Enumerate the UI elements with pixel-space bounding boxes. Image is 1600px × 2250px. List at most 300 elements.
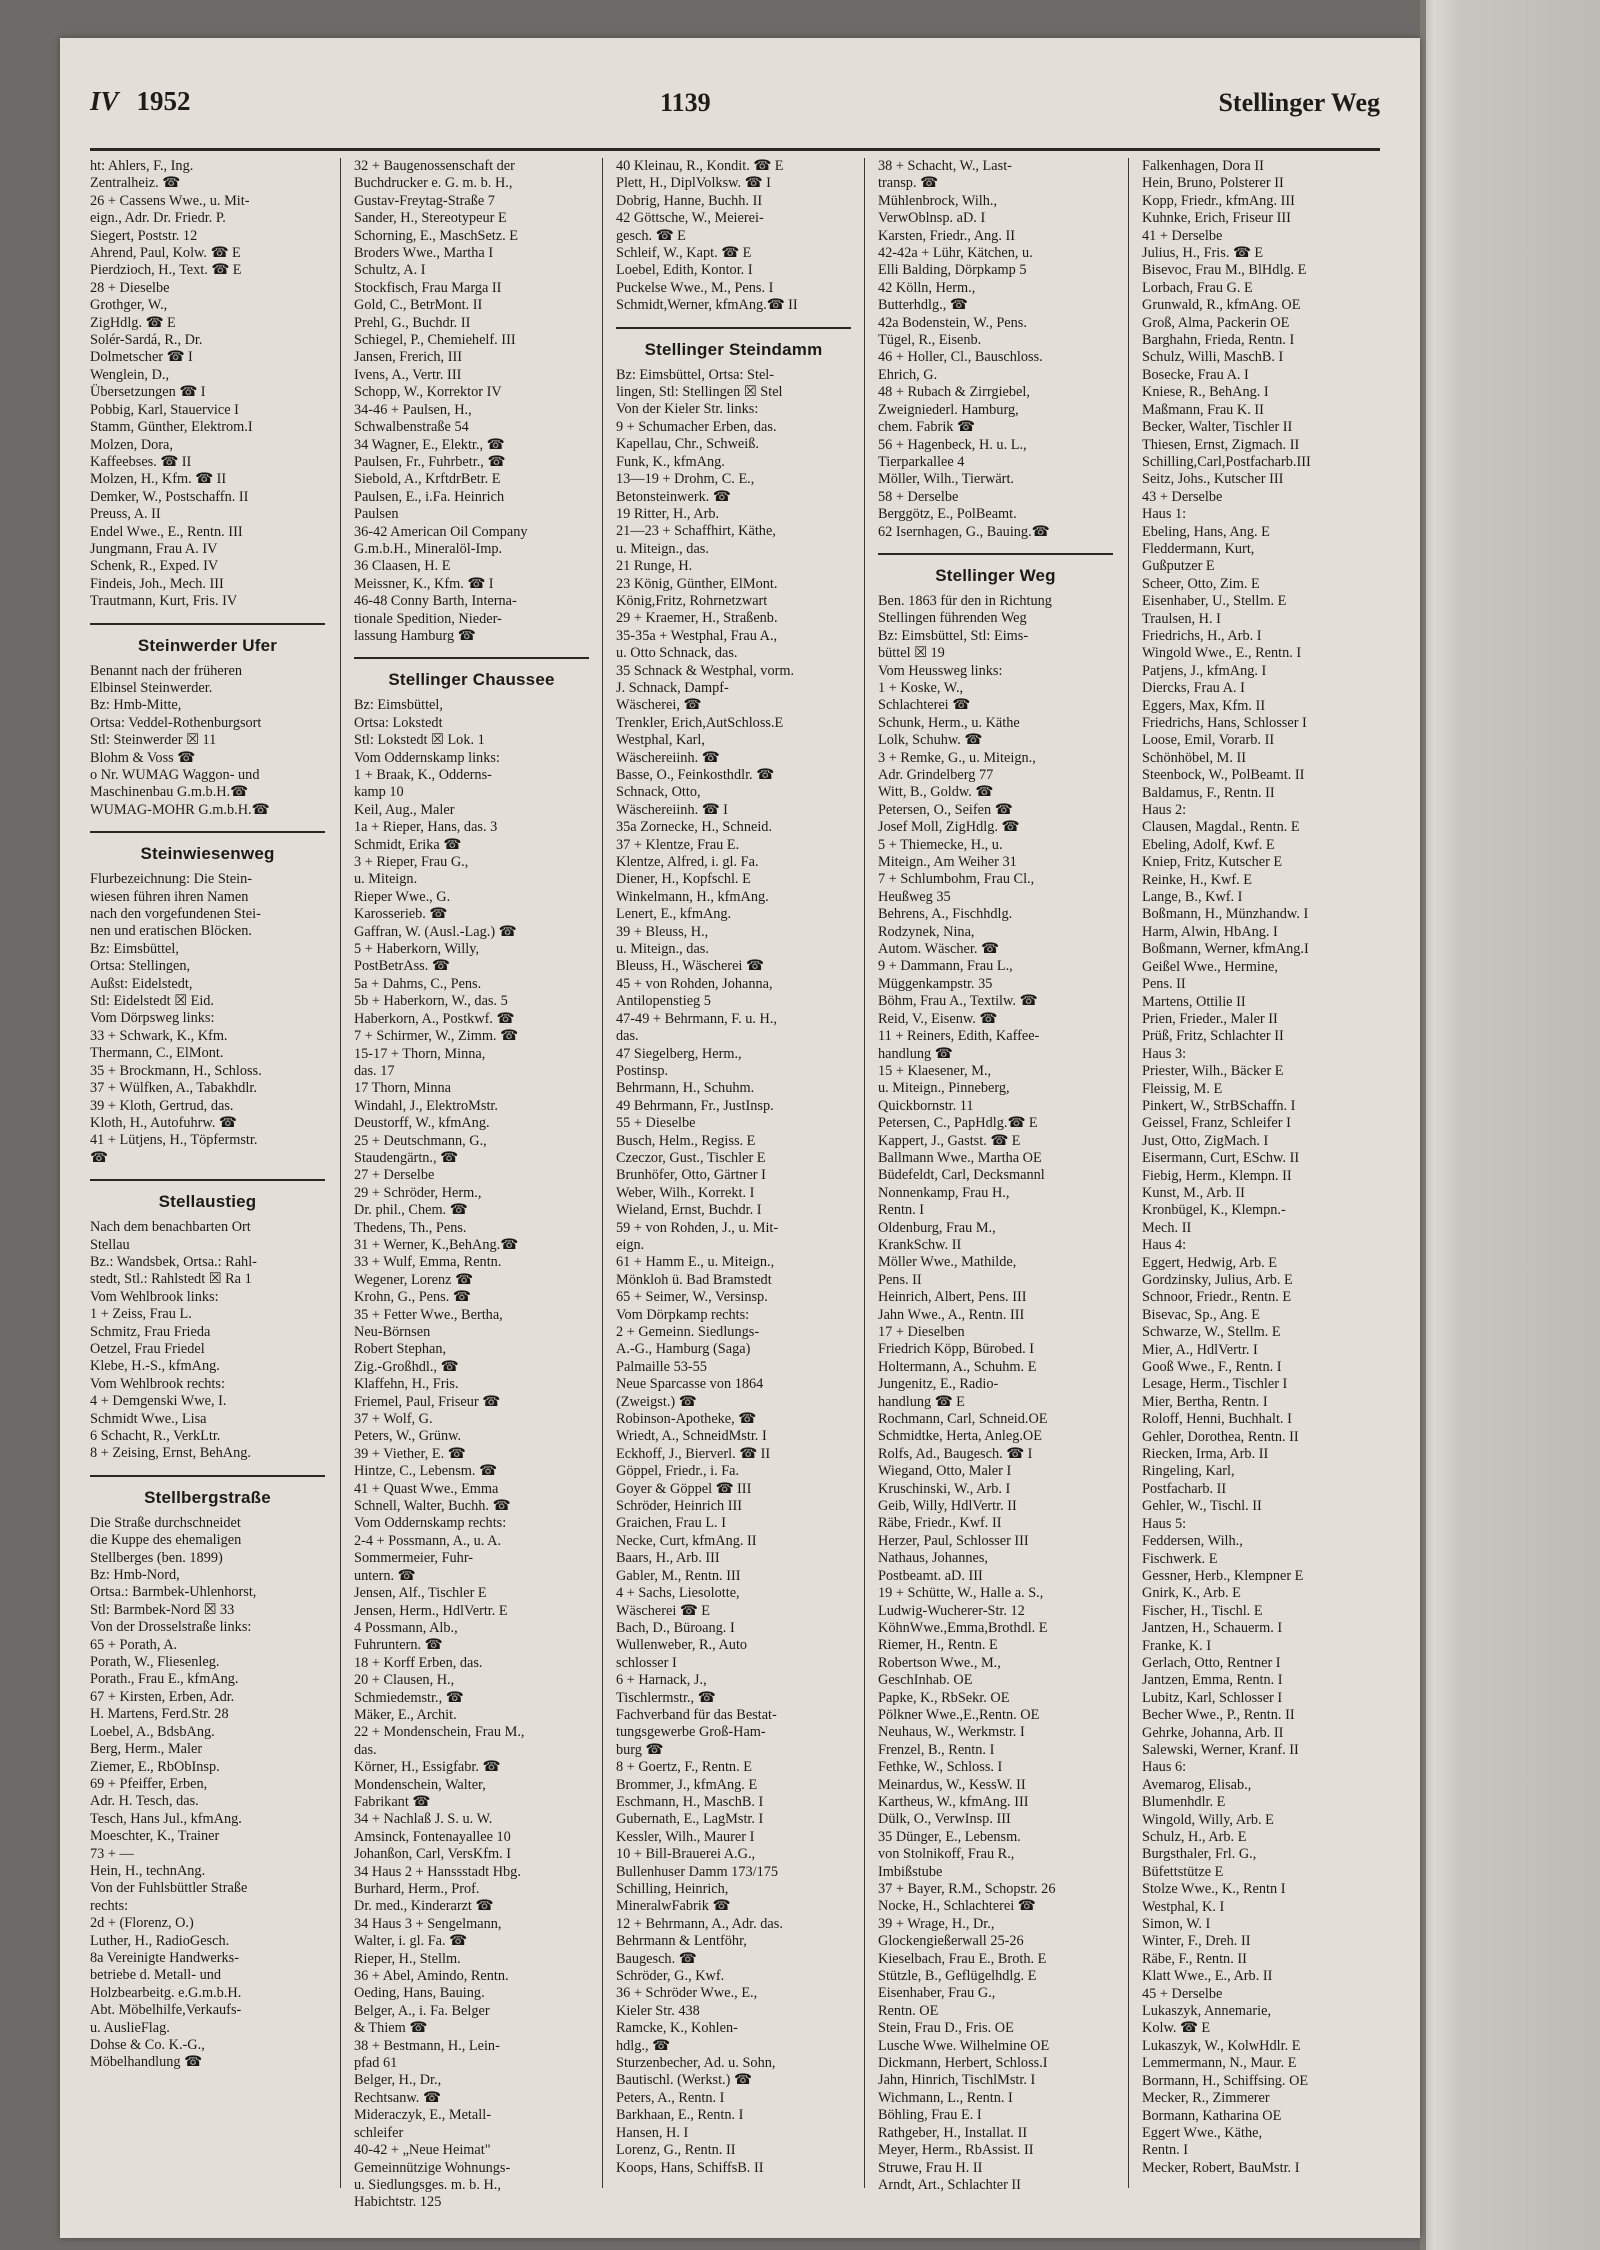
directory-entry-line: transp. ☎: [878, 175, 938, 192]
directory-entry-line: Vom Dörpkamp rechts:: [616, 1306, 750, 1323]
directory-entry-line: 10 + Bill-Brauerei A.G.,: [616, 1846, 756, 1863]
directory-entry-line: Fischer, H., Tischl. E: [1142, 1602, 1263, 1619]
directory-entry-line: Habichtstr. 125: [354, 2194, 442, 2211]
column-5: [1142, 158, 1377, 2188]
header-divider: [90, 148, 1380, 151]
directory-entry-line: Göppel, Friedr., i. Fa.: [616, 1463, 740, 1480]
directory-entry-line: Robertson Wwe., M.,: [878, 1654, 1001, 1671]
directory-entry-line: Lemmermann, N., Maur. E: [1142, 2055, 1297, 2072]
directory-entry-line: Walter, i. gl. Fa. ☎: [354, 1933, 467, 1950]
directory-entry-line: Reinke, H., Kwf. E: [1142, 871, 1252, 888]
directory-entry-line: Fischwerk. E: [1142, 1550, 1218, 1567]
directory-entry-line: Friedrichs, H., Arb. I: [1142, 627, 1262, 644]
directory-entry-line: 35 Dünger, E., Lebensm.: [878, 1828, 1021, 1845]
directory-entry-line: 35 + Brockmann, H., Schloss.: [90, 1062, 262, 1079]
directory-entry-line: Thiesen, Ernst, Zigmach. II: [1142, 436, 1300, 453]
directory-entry-line: Fuhruntern. ☎: [354, 1637, 443, 1654]
directory-entry-line: Feddersen, Wilh.,: [1142, 1533, 1243, 1550]
directory-entry-line: u. Siedlungsges. m. b. H.,: [354, 2176, 501, 2193]
directory-entry-line: Fethke, W., Schloss. I: [878, 1759, 1003, 1776]
directory-entry-line: Bz: Eimsbüttel, Ortsa: Stel-: [616, 366, 775, 383]
directory-entry-line: Wieland, Ernst, Buchdr. I: [616, 1202, 762, 1219]
directory-entry-line: Behrmann, H., Schuhm.: [616, 1080, 755, 1097]
directory-entry-line: Schopp, W., Korrektor IV: [354, 384, 502, 401]
directory-entry-line: 42a Bodenstein, W., Pens.: [878, 314, 1027, 331]
directory-entry-line: Haus 4:: [1142, 1237, 1187, 1254]
directory-entry-line: Clausen, Magdal., Rentn. E: [1142, 819, 1300, 836]
directory-entry-line: Kronbügel, K., Klempn.-: [1142, 1202, 1286, 1219]
header-section-label: IV: [90, 86, 119, 116]
directory-entry-line: 46-48 Conny Barth, Interna-: [354, 593, 517, 610]
directory-entry-line: Witt, B., Goldw. ☎: [878, 784, 994, 801]
directory-entry-line: gesch. ☎ E: [616, 227, 686, 244]
directory-entry-line: Dobrig, Hanne, Buchh. II: [616, 192, 763, 209]
directory-entry-line: Postfacharb. II: [1142, 1480, 1227, 1497]
directory-entry-line: Schleif, W., Kapt. ☎ E: [616, 245, 752, 262]
directory-entry-line: Stellingen führenden Weg: [878, 610, 1027, 627]
directory-entry-line: Roloff, Henni, Buchhalt. I: [1142, 1411, 1292, 1428]
directory-entry-line: Buchdrucker e. G. m. b. H.,: [354, 175, 513, 192]
street-heading: Steinwiesenweg: [140, 844, 275, 864]
directory-entry-line: Preuss, A. II: [90, 506, 161, 523]
directory-entry-line: Miteign., Am Weiher 31: [878, 854, 1017, 871]
directory-entry-line: Pens. II: [878, 1271, 922, 1288]
directory-entry-line: Ballmann Wwe., Martha OE: [878, 1149, 1042, 1166]
directory-entry-line: Porath., Frau E., kfmAng.: [90, 1671, 239, 1688]
directory-entry-line: Mäker, E., Archit.: [354, 1706, 457, 1723]
directory-entry-line: Schunk, Herm., u. Käthe: [878, 714, 1020, 731]
directory-entry-line: Schmiedemstr., ☎: [354, 1689, 464, 1706]
directory-entry-line: Lange, B., Kwf. I: [1142, 889, 1243, 906]
directory-entry-line: Geißel Wwe., Hermine,: [1142, 958, 1278, 975]
directory-entry-line: wiesen führen ihren Namen: [90, 888, 249, 905]
directory-entry-line: Zig.-Großhdl., ☎: [354, 1358, 459, 1375]
directory-entry-line: Ortsa: Lokstedt: [354, 714, 443, 731]
directory-entry-line: Neu-Börnsen: [354, 1324, 431, 1340]
directory-entry-line: Dickmann, Herbert, Schloss.I: [878, 2055, 1048, 2072]
directory-entry-line: Zentralheiz. ☎: [90, 175, 181, 192]
directory-entry-line: 1 + Braak, K., Odderns-: [354, 767, 492, 783]
directory-entry-line: Schulz, Willi, MaschB. I: [1142, 349, 1284, 366]
directory-entry-line: Möbelhandlung ☎: [90, 2054, 202, 2071]
directory-entry-line: Ortsa: Stellingen,: [90, 958, 191, 975]
directory-entry-line: 45 + Derselbe: [1142, 1985, 1223, 2002]
directory-entry-line: Fleissig, M. E: [1142, 1080, 1223, 1097]
directory-entry-line: Meyer, Herm., RbAssist. II: [878, 2142, 1034, 2159]
directory-entry-line: 40 Kleinau, R., Kondit. ☎ E: [616, 158, 784, 174]
directory-entry-line: Brommer, J., kfmAng. E: [616, 1776, 758, 1793]
directory-entry-line: Prehl, G., Buchdr. II: [354, 314, 471, 331]
directory-entry-line: Adr. Grindelberg 77: [878, 767, 994, 783]
directory-entry-line: Ludwig-Wucherer-Str. 12: [878, 1602, 1025, 1619]
directory-entry-line: Postinsp.: [616, 1062, 669, 1079]
directory-entry-line: 65 + Porath, A.: [90, 1636, 178, 1653]
street-heading: Stellinger Chaussee: [388, 670, 555, 690]
directory-entry-line: Diener, H., Kopfschl. E: [616, 871, 751, 888]
directory-entry-line: Nathaus, Johannes,: [878, 1550, 988, 1567]
directory-entry-line: Bautischl. (Werkst.) ☎: [616, 2072, 752, 2089]
column-1: [90, 158, 325, 2188]
directory-entry-line: 62 Isernhagen, G., Bauing.☎: [878, 523, 1050, 540]
section-divider: [878, 553, 1113, 555]
directory-entry-line: 36 Claasen, H. E: [354, 558, 451, 575]
directory-entry-line: handlung ☎ E: [878, 1393, 965, 1410]
directory-entry-line: & Thiem ☎: [354, 2020, 428, 2037]
directory-entry-line: u. Miteign., das.: [616, 540, 709, 557]
directory-entry-line: GeschInhab. OE: [878, 1672, 973, 1689]
page-header: [90, 78, 1380, 138]
directory-entry-line: Moeschter, K., Trainer: [90, 1828, 220, 1845]
directory-entry-line: Bormann, H., Schiffsing. OE: [1142, 2072, 1309, 2089]
directory-columns: [90, 158, 1380, 2211]
directory-entry-line: Stein, Frau D., Fris. OE: [878, 2020, 1014, 2037]
directory-entry-line: Lusche Wwe. Wilhelmine OE: [878, 2037, 1050, 2054]
directory-entry-line: 41 + Lütjens, H., Töpfermstr.: [90, 1132, 258, 1149]
directory-entry-line: nach den vorgefundenen Stei-: [90, 906, 261, 923]
directory-entry-line: 43 + Derselbe: [1142, 488, 1223, 505]
directory-entry-line: 5 + Haberkorn, Willy,: [354, 941, 480, 958]
directory-entry-line: Schwarze, W., Stellm. E: [1142, 1324, 1281, 1341]
directory-entry-line: Paulsen: [354, 506, 399, 523]
directory-entry-line: Schlachterei ☎: [878, 697, 971, 714]
directory-entry-line: Jensen, Herm., HdlVertr. E: [354, 1602, 508, 1619]
directory-entry-line: das.: [616, 1028, 639, 1045]
directory-entry-line: Gehler, Dorothea, Rentn. II: [1142, 1428, 1299, 1445]
directory-entry-line: Kniep, Fritz, Kutscher E: [1142, 854, 1283, 871]
directory-entry-line: Haus 2:: [1142, 802, 1187, 819]
directory-entry-line: Bosecke, Frau A. I: [1142, 366, 1249, 383]
directory-entry-line: KöhnWwe.,Emma,Brothdl. E: [878, 1619, 1048, 1636]
directory-entry-line: Rentn. I: [1142, 2142, 1189, 2159]
directory-entry-line: Schnoor, Friedr., Rentn. E: [1142, 1289, 1292, 1306]
directory-entry-line: Zweigniederl. Hamburg,: [878, 401, 1019, 418]
directory-entry-line: Schmidt,Werner, kfmAng.☎ II: [616, 297, 798, 314]
directory-entry-line: Kunst, M., Arb. II: [1142, 1184, 1245, 1201]
directory-entry-line: Behrmann & Lentföhr,: [616, 1933, 747, 1950]
directory-entry-line: Schorning, E., MaschSetz. E: [354, 227, 518, 244]
directory-entry-line: Eggert, Hedwig, Arb. E: [1142, 1254, 1277, 1271]
directory-entry-line: burg ☎: [616, 1741, 664, 1758]
directory-entry-line: 4 + Demgenski Wwe, I.: [90, 1393, 227, 1410]
directory-entry-line: 33 + Wulf, Emma, Rentn.: [354, 1254, 502, 1271]
directory-entry-line: Haus 6:: [1142, 1759, 1187, 1776]
directory-entry-line: u. Otto Schnack, das.: [616, 645, 738, 662]
directory-entry-line: 33 + Schwark, K., Kfm.: [90, 1027, 228, 1044]
directory-entry-line: 6 Schacht, R., VerkLtr.: [90, 1428, 221, 1444]
directory-entry-line: Mech. II: [1142, 1219, 1192, 1236]
directory-entry-line: Haberkorn, A., Postkwf. ☎: [354, 1010, 515, 1027]
directory-entry-line: Schultz, A. I: [354, 262, 426, 279]
directory-entry-line: Haus 3:: [1142, 1045, 1187, 1062]
directory-entry-line: Tierparkallee 4: [878, 453, 965, 470]
directory-entry-line: Brunhöfer, Otto, Gärtner I: [616, 1167, 766, 1184]
directory-entry-line: 36 + Abel, Amindo, Rentn.: [354, 1968, 509, 1985]
directory-entry-line: 15 + Klaesener, M.,: [878, 1062, 992, 1079]
directory-entry-line: WUMAG-MOHR G.m.b.H.☎: [90, 801, 270, 818]
directory-entry-line: Eggert Wwe., Käthe,: [1142, 2124, 1263, 2141]
directory-entry-line: 36 + Schröder Wwe., E.,: [616, 1985, 758, 2002]
section-divider: [354, 657, 589, 659]
directory-entry-line: Loebel, A., BdsbAng.: [90, 1723, 215, 1740]
directory-entry-line: Gemeinnützige Wohnungs-: [354, 2159, 511, 2176]
directory-entry-line: 20 + Clausen, H.,: [354, 1672, 455, 1689]
directory-entry-line: Klaffehn, H., Fris.: [354, 1376, 459, 1393]
directory-entry-line: Jantzen, H., Schauerm. I: [1142, 1620, 1283, 1637]
directory-entry-line: Heinrich, Albert, Pens. III: [878, 1289, 1027, 1306]
directory-entry-line: Kruschinski, W., Arb. I: [878, 1480, 1011, 1497]
directory-entry-line: 9 + Schumacher Erben, das.: [616, 418, 777, 435]
directory-entry-line: J. Schnack, Dampf-: [616, 679, 729, 696]
directory-entry-line: Westphal, Karl,: [616, 732, 705, 749]
directory-entry-line: Petersen, C., PapHdlg.☎ E: [878, 1115, 1038, 1132]
directory-entry-line: Ortsa.: Barmbek-Uhlenhorst,: [90, 1584, 257, 1601]
directory-entry-line: 73 + —: [90, 1845, 134, 1862]
directory-entry-line: 61 + Hamm E., u. Miteign.,: [616, 1254, 775, 1271]
directory-entry-line: 22 + Mondenschein, Frau M.,: [354, 1724, 525, 1741]
directory-entry-line: Westphal, K. I: [1142, 1898, 1225, 1915]
directory-entry-line: Möller Wwe., Mathilde,: [878, 1254, 1017, 1271]
directory-entry-line: Lorenz, G., Rentn. II: [616, 2142, 736, 2159]
directory-entry-line: 1 + Zeiss, Frau L.: [90, 1306, 192, 1323]
directory-entry-line: Simon, W. I: [1142, 1916, 1211, 1933]
directory-entry-line: Geib, Willy, HdlVertr. II: [878, 1498, 1017, 1515]
directory-entry-line: Gnirk, K., Arb. E: [1142, 1585, 1241, 1602]
directory-entry-line: Mecker, R., Zimmerer: [1142, 2090, 1270, 2107]
directory-entry-line: 37 + Wolf, G.: [354, 1411, 433, 1428]
directory-entry-line: 40-42 + „Neue Heimat": [354, 2142, 491, 2159]
street-heading: Stellinger Steindamm: [644, 339, 823, 359]
street-heading: Stellinger Weg: [935, 565, 1056, 585]
directory-entry-line: Kessler, Wilh., Maurer I: [616, 1828, 755, 1845]
directory-entry-line: Kapellau, Chr., Schweiß.: [616, 436, 759, 453]
directory-entry-line: Mecker, Robert, BauMstr. I: [1142, 2159, 1300, 2176]
directory-entry-line: Blumenhdlr. E: [1142, 1794, 1226, 1811]
directory-entry-line: Patjens, J., kfmAng. I: [1142, 662, 1267, 679]
directory-entry-line: Necke, Curt, kfmAng. II: [616, 1532, 757, 1549]
directory-entry-line: u. Miteign.: [354, 871, 418, 888]
directory-entry-line: Bz: Hmb-Mitte,: [90, 697, 182, 714]
directory-entry-line: Bz: Eimsbüttel, Stl: Eims-: [878, 627, 1029, 644]
directory-entry-line: 39 + Wrage, H., Dr.,: [878, 1915, 995, 1932]
directory-entry-line: Möller, Wilh., Tierwärt.: [878, 471, 1014, 488]
directory-entry-line: Jungenitz, E., Radio-: [878, 1376, 999, 1393]
column-divider: [1128, 158, 1129, 2188]
directory-entry-line: rechts:: [90, 1897, 129, 1914]
directory-entry-line: 37 + Bayer, R.M., Schopstr. 26: [878, 1881, 1056, 1897]
directory-entry-line: Schmidt, Erika ☎: [354, 836, 462, 853]
directory-entry-line: 41 + Quast Wwe., Emma: [354, 1480, 499, 1497]
directory-entry-line: Belger, A., i. Fa. Belger: [354, 2002, 490, 2019]
directory-entry-line: Rolfs, Ad., Baugesch. ☎ I: [878, 1445, 1033, 1462]
directory-entry-line: Schnack, Otto,: [616, 784, 701, 801]
directory-entry-line: Vom Wehlbrook links:: [90, 1288, 219, 1305]
directory-entry-line: Gehler, W., Tischl. II: [1142, 1498, 1262, 1515]
directory-entry-line: Pinkert, W., StrBSchaffn. I: [1142, 1097, 1296, 1114]
directory-entry-line: Porath, W., Fliesenleg.: [90, 1654, 220, 1671]
directory-entry-line: Schulz, H., Arb. E: [1142, 1829, 1247, 1845]
directory-entry-line: Kieler Str. 438: [616, 2002, 700, 2019]
directory-entry-line: Becker, Walter, Tischler II: [1142, 419, 1293, 436]
directory-entry-line: 19 + Schütte, W., Halle a. S.,: [878, 1585, 1044, 1602]
directory-entry-line: das. 17: [354, 1062, 395, 1079]
directory-entry-line: 8a Vereinigte Handwerks-: [90, 1949, 240, 1966]
directory-entry-line: KrankSchw. II: [878, 1236, 962, 1253]
directory-entry-line: Rentn. I: [878, 1202, 925, 1219]
directory-entry-line: Czeczor, Gust., Tischler E: [616, 1149, 766, 1166]
directory-entry-line: 39 + Viether, E. ☎: [354, 1445, 466, 1462]
directory-entry-line: 35 Schnack & Westphal, vorm.: [616, 662, 795, 679]
directory-entry-line: Jungmann, Frau A. IV: [90, 540, 218, 557]
directory-entry-line: Just, Otto, ZigMach. I: [1142, 1132, 1269, 1149]
directory-entry-line: Prien, Frieder., Maler II: [1142, 1010, 1278, 1027]
directory-entry-line: 46 + Holler, Cl., Bauschloss.: [878, 349, 1043, 366]
directory-entry-line: Rieper Wwe., G.: [354, 888, 451, 905]
directory-entry-line: büttel ☒ 19: [878, 645, 945, 662]
directory-entry-line: Stamm, Günther, Elektrom.I: [90, 419, 253, 436]
directory-entry-line: hdlg., ☎: [616, 2037, 670, 2054]
directory-entry-line: Priester, Wilh., Bäcker E: [1142, 1063, 1284, 1080]
directory-entry-line: H. Martens, Ferd.Str. 28: [90, 1706, 229, 1723]
directory-entry-line: Stellberges (ben. 1899): [90, 1549, 223, 1566]
directory-entry-line: Julius, H., Fris. ☎ E: [1142, 245, 1264, 262]
directory-entry-line: 67 + Kirsten, Erben, Adr.: [90, 1688, 235, 1705]
directory-entry-line: schlosser I: [616, 1654, 677, 1671]
directory-entry-line: u. Miteign., Pinneberg,: [878, 1080, 1010, 1097]
directory-entry-line: Büfettstütze E: [1142, 1863, 1224, 1880]
directory-entry-line: Blohm & Voss ☎: [90, 749, 196, 766]
directory-entry-line: Rathgeber, H., Installat. II: [878, 2124, 1028, 2141]
directory-entry-line: Robinson-Apotheke, ☎: [616, 1411, 757, 1428]
directory-entry-line: Mühlenbrock, Wilh.,: [878, 192, 998, 209]
directory-entry-line: 27 + Derselbe: [354, 1167, 435, 1184]
directory-entry-line: Neue Sparcasse von 1864: [616, 1376, 764, 1393]
directory-entry-line: Schröder, G., Kwf.: [616, 1968, 725, 1985]
directory-entry-line: Oetzel, Frau Friedel: [90, 1340, 205, 1357]
directory-entry-line: Stolze Wwe., K., Rentn I: [1142, 1881, 1286, 1898]
section-divider: [90, 831, 325, 833]
directory-entry-line: Becher Wwe., P., Rentn. II: [1142, 1707, 1295, 1724]
directory-entry-line: Adr. H. Tesch, das.: [90, 1793, 199, 1810]
directory-entry-line: Steenbock, W., PolBeamt. II: [1142, 767, 1305, 784]
directory-entry-line: Ziemer, E., RbObInsp.: [90, 1758, 220, 1775]
directory-entry-line: Mier, A., HdlVertr. I: [1142, 1341, 1258, 1358]
directory-entry-line: Demker, W., Postschaffn. II: [90, 488, 249, 505]
directory-entry-line: Stl: Steinwerder ☒ 11: [90, 732, 217, 749]
directory-entry-line: Graichen, Frau L. I: [616, 1515, 726, 1532]
column-3: [616, 158, 851, 2188]
directory-entry-line: Kolw. ☎ E: [1142, 2020, 1211, 2037]
directory-entry-line: Dülk, O., VerwInsp. III: [878, 1811, 1011, 1828]
directory-entry-line: 58 + Derselbe: [878, 488, 959, 505]
directory-entry-line: Frenzel, B., Rentn. I: [878, 1741, 995, 1758]
directory-entry-line: Tesch, Hans Jul., kfmAng.: [90, 1810, 242, 1827]
directory-entry-line: Petersen, O., Seifen ☎: [878, 801, 1013, 818]
directory-entry-line: 48 + Rubach & Zirrgiebel,: [878, 384, 1030, 401]
directory-entry-line: Gustav-Freytag-Straße 7: [354, 192, 495, 209]
directory-entry-line: Bisevac, Sp., Ang. E: [1142, 1306, 1260, 1323]
directory-entry-line: 35 + Fetter Wwe., Bertha,: [354, 1306, 503, 1323]
directory-entry-line: das.: [354, 1741, 377, 1758]
directory-entry-line: Kloth, H., Autofuhrw. ☎: [90, 1114, 237, 1131]
directory-entry-line: Stl: Eidelstedt ☒ Eid.: [90, 993, 215, 1010]
directory-entry-line: Die Straße durchschneidet: [90, 1514, 241, 1531]
directory-entry-line: Wegener, Lorenz ☎: [354, 1271, 473, 1288]
directory-entry-line: Boßmann, Werner, kfmAng.I: [1142, 941, 1309, 958]
directory-entry-line: Gold, C., BetrMont. II: [354, 297, 483, 314]
directory-entry-line: 32 + Baugenossenschaft der: [354, 158, 515, 174]
directory-entry-line: Klebe, H.-S., kfmAng.: [90, 1358, 220, 1375]
directory-entry-line: eign.: [616, 1236, 645, 1253]
directory-entry-line: 1a + Rieper, Hans, das. 3: [354, 819, 498, 836]
directory-entry-line: PostBetrAss. ☎: [354, 958, 450, 975]
directory-entry-line: Herzer, Paul, Schlosser III: [878, 1532, 1029, 1549]
directory-entry-line: Lukaszyk, Annemarie,: [1142, 2003, 1272, 2020]
directory-entry-line: 19 Ritter, H., Arb.: [616, 505, 720, 522]
directory-entry-line: Gehrke, Johanna, Arb. II: [1142, 1724, 1284, 1741]
directory-entry-line: Fiebig, Herm., Klempn. II: [1142, 1167, 1292, 1184]
directory-entry-line: 69 + Pfeiffer, Erben,: [90, 1775, 208, 1792]
directory-entry-line: 2d + (Florenz, O.): [90, 1915, 194, 1932]
directory-entry-line: Trenkler, Erich,AutSchloss.E: [616, 714, 784, 731]
directory-entry-line: Von der Drosselstraße links:: [90, 1619, 252, 1636]
directory-entry-line: Riemer, H., Rentn. E: [878, 1637, 998, 1654]
directory-entry-line: Salewski, Werner, Kranf. II: [1142, 1741, 1299, 1758]
directory-entry-line: Bullenhuser Damm 173/175: [616, 1863, 779, 1880]
directory-entry-line: Groß, Alma, Packerin OE: [1142, 314, 1290, 331]
directory-entry-line: Maßmann, Frau K. II: [1142, 401, 1264, 418]
directory-entry-line: Benannt nach der früheren: [90, 662, 243, 679]
directory-entry-line: Kappert, J., Gastst. ☎ E: [878, 1132, 1021, 1149]
directory-entry-line: Barkhaan, E., Rentn. I: [616, 2107, 744, 2124]
directory-entry-line: Haus 1:: [1142, 506, 1187, 523]
directory-entry-line: Grunwald, R., kfmAng. OE: [1142, 297, 1301, 314]
directory-entry-line: Ebeling, Hans, Ang. E: [1142, 523, 1270, 540]
directory-entry-line: 34 Wagner, E., Elektr., ☎: [354, 436, 505, 453]
directory-entry-line: Schilling, Heinrich,: [616, 1881, 729, 1897]
directory-entry-line: Antilopenstieg 5: [616, 993, 711, 1010]
directory-entry-line: 12 + Behrmann, A., Adr. das.: [616, 1915, 783, 1932]
directory-entry-line: Bz: Eimsbüttel,: [90, 940, 179, 957]
directory-entry-line: Reid, V., Eisenw. ☎: [878, 1010, 998, 1027]
directory-entry-line: G.m.b.H., Mineralöl-Imp.: [354, 540, 503, 557]
directory-entry-line: Kniese, R., BehAng. I: [1142, 384, 1269, 401]
directory-entry-line: Bisevoc, Frau M., BlHdlg. E: [1142, 262, 1307, 279]
directory-entry-line: Eisenhaber, Frau G.,: [878, 1985, 996, 2002]
directory-entry-line: 34 Haus 2 + Hanssstadt Hbg.: [354, 1863, 521, 1880]
directory-entry-line: 39 + Kloth, Gertrud, das.: [90, 1097, 234, 1114]
directory-entry-line: Berggötz, E., PolBeamt.: [878, 506, 1017, 523]
directory-entry-line: Luther, H., RadioGesch.: [90, 1932, 230, 1949]
directory-entry-line: Pierdzioch, H., Text. ☎ E: [90, 262, 242, 279]
directory-entry-line: pfad 61: [354, 2055, 398, 2072]
directory-entry-line: Schröder, Heinrich III: [616, 1498, 743, 1515]
directory-entry-line: Trautmann, Kurt, Fris. IV: [90, 593, 238, 610]
directory-entry-line: Bach, D., Büroang. I: [616, 1619, 735, 1636]
column-divider: [340, 158, 341, 2188]
directory-entry-line: Lesage, Herm., Tischler I: [1142, 1376, 1288, 1393]
directory-entry-line: Pölkner Wwe.,E.,Rentn. OE: [878, 1706, 1040, 1723]
directory-entry-line: Dohse & Co. K.-G.,: [90, 2037, 205, 2053]
directory-entry-line: Elbinsel Steinwerder.: [90, 679, 213, 696]
directory-entry-line: Sander, H., Stereotypeur E: [354, 210, 507, 227]
directory-entry-line: Mier, Bertha, Rentn. I: [1142, 1393, 1268, 1410]
directory-entry-line: Nach dem benachbarten Ort: [90, 1219, 251, 1236]
directory-entry-line: Friedrich Köpp, Bürobed. I: [878, 1341, 1035, 1358]
column-divider: [602, 158, 603, 2188]
directory-entry-line: 29 + Kraemer, H., Straßenb.: [616, 610, 778, 627]
directory-entry-line: Haus 5:: [1142, 1515, 1187, 1532]
directory-entry-line: ZigHdlg. ☎ E: [90, 314, 176, 331]
